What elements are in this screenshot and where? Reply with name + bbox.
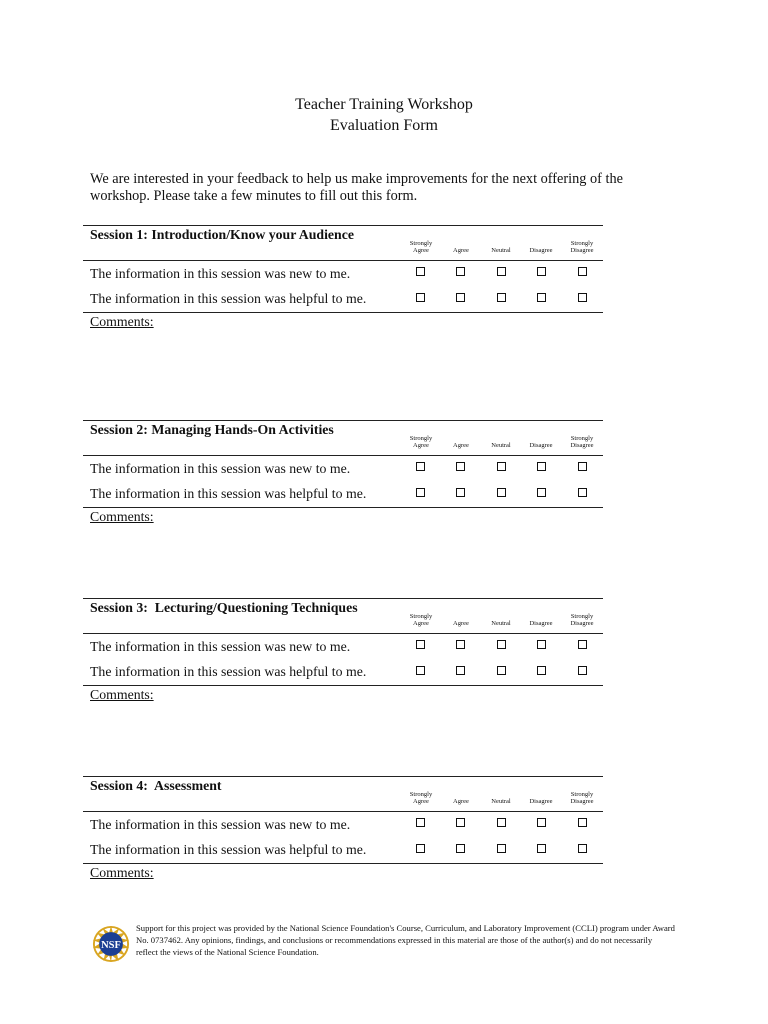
scale-agree: Agree bbox=[453, 620, 469, 627]
checkbox-helpful-disagree[interactable] bbox=[537, 488, 546, 497]
session-2 bbox=[83, 420, 603, 524]
checkbox-helpful-strongly-agree[interactable] bbox=[416, 666, 425, 675]
logo-text: NSF bbox=[101, 939, 121, 951]
checkbox-new-neutral[interactable] bbox=[497, 462, 506, 471]
checkbox-helpful-strongly-agree[interactable] bbox=[416, 293, 425, 302]
statement-helpful: The information in this session was helpful to me. bbox=[90, 291, 367, 306]
checkbox-new-agree[interactable] bbox=[456, 462, 465, 471]
funding-disclaimer: Support for this project was provided by the National Science Foundation's Course, Curriculum, and Laboratory Improvement (CCLI) program under Award No. 0737462. Any opinions, findings, and conclusions or recommendations expressed in this material are those of the author(s) and do not necessarily reflect the views of the National Science Foundation. bbox=[136, 923, 675, 957]
session-3 bbox=[83, 598, 603, 702]
scale-disagree: Disagree bbox=[529, 247, 553, 254]
session-title: Session 4: Assessment bbox=[90, 778, 222, 793]
scale-disagree: Disagree bbox=[529, 798, 553, 805]
session-title: Session 1: Introduction/Know your Audience bbox=[90, 227, 354, 242]
checkbox-helpful-agree[interactable] bbox=[456, 293, 465, 302]
checkbox-helpful-agree[interactable] bbox=[456, 666, 465, 675]
checkbox-new-disagree[interactable] bbox=[537, 267, 546, 276]
divider bbox=[83, 507, 603, 508]
checkbox-new-strongly-agree[interactable] bbox=[416, 462, 425, 471]
divider bbox=[83, 260, 603, 261]
checkbox-helpful-neutral[interactable] bbox=[497, 666, 506, 675]
divider bbox=[83, 420, 603, 421]
checkbox-new-disagree[interactable] bbox=[537, 462, 546, 471]
checkbox-helpful-agree[interactable] bbox=[456, 488, 465, 497]
statement-helpful: The information in this session was helpful to me. bbox=[90, 664, 367, 679]
checkbox-new-strongly-disagree[interactable] bbox=[578, 267, 587, 276]
statement-helpful: The information in this session was helpful to me. bbox=[90, 486, 367, 501]
checkbox-helpful-strongly-disagree[interactable] bbox=[578, 666, 587, 675]
checkbox-helpful-strongly-agree[interactable] bbox=[416, 488, 425, 497]
comments-label[interactable]: Comments: bbox=[90, 687, 154, 702]
checkbox-new-agree[interactable] bbox=[456, 818, 465, 827]
scale-disagree: Disagree bbox=[529, 620, 553, 627]
scale-disagree: Disagree bbox=[529, 442, 553, 449]
checkbox-helpful-strongly-agree[interactable] bbox=[416, 844, 425, 853]
checkbox-new-disagree[interactable] bbox=[537, 818, 546, 827]
checkbox-new-agree[interactable] bbox=[456, 267, 465, 276]
divider bbox=[83, 685, 603, 686]
divider bbox=[83, 312, 603, 313]
form-title bbox=[0, 94, 768, 136]
checkbox-helpful-disagree[interactable] bbox=[537, 844, 546, 853]
checkbox-helpful-disagree[interactable] bbox=[537, 666, 546, 675]
title-line-2: Evaluation Form bbox=[330, 117, 438, 134]
statement-new: The information in this session was new to me. bbox=[90, 461, 351, 476]
divider bbox=[83, 811, 603, 812]
scale-strongly-agree: Strongly Agree bbox=[409, 791, 433, 805]
scale-strongly-agree: Strongly Agree bbox=[409, 435, 433, 449]
scale-neutral: Neutral bbox=[491, 247, 511, 254]
checkbox-new-strongly-agree[interactable] bbox=[416, 640, 425, 649]
scale-strongly-disagree: Strongly Disagree bbox=[570, 791, 594, 805]
checkbox-helpful-neutral[interactable] bbox=[497, 844, 506, 853]
scale-strongly-agree: Strongly Agree bbox=[409, 240, 433, 254]
checkbox-new-neutral[interactable] bbox=[497, 267, 506, 276]
checkbox-helpful-strongly-disagree[interactable] bbox=[578, 844, 587, 853]
scale-strongly-disagree: Strongly Disagree bbox=[570, 435, 594, 449]
session-4 bbox=[83, 776, 603, 880]
checkbox-helpful-agree[interactable] bbox=[456, 844, 465, 853]
checkbox-helpful-strongly-disagree[interactable] bbox=[578, 293, 587, 302]
divider bbox=[83, 633, 603, 634]
checkbox-new-agree[interactable] bbox=[456, 640, 465, 649]
divider bbox=[83, 863, 603, 864]
divider bbox=[83, 225, 603, 226]
divider bbox=[83, 455, 603, 456]
scale-agree: Agree bbox=[453, 247, 469, 254]
checkbox-new-neutral[interactable] bbox=[497, 640, 506, 649]
checkbox-new-neutral[interactable] bbox=[497, 818, 506, 827]
scale-strongly-disagree: Strongly Disagree bbox=[570, 240, 594, 254]
checkbox-helpful-disagree[interactable] bbox=[537, 293, 546, 302]
checkbox-helpful-neutral[interactable] bbox=[497, 488, 506, 497]
comments-label[interactable]: Comments: bbox=[90, 314, 154, 329]
session-1 bbox=[83, 225, 603, 329]
checkbox-new-strongly-agree[interactable] bbox=[416, 267, 425, 276]
intro-paragraph: We are interested in your feedback to help us make improvements for the next offering of the workshop. Please take a few minutes to fill out this form. bbox=[90, 171, 623, 204]
statement-new: The information in this session was new to me. bbox=[90, 817, 351, 832]
comments-label[interactable]: Comments: bbox=[90, 865, 154, 880]
session-title: Session 2: Managing Hands-On Activities bbox=[90, 422, 334, 437]
checkbox-new-strongly-disagree[interactable] bbox=[578, 462, 587, 471]
scale-neutral: Neutral bbox=[491, 798, 511, 805]
checkbox-new-strongly-disagree[interactable] bbox=[578, 640, 587, 649]
checkbox-new-disagree[interactable] bbox=[537, 640, 546, 649]
nsf-logo-icon bbox=[92, 925, 130, 963]
scale-neutral: Neutral bbox=[491, 442, 511, 449]
statement-helpful: The information in this session was helpful to me. bbox=[90, 842, 367, 857]
scale-strongly-agree: Strongly Agree bbox=[409, 613, 433, 627]
checkbox-new-strongly-disagree[interactable] bbox=[578, 818, 587, 827]
scale-neutral: Neutral bbox=[491, 620, 511, 627]
comments-label[interactable]: Comments: bbox=[90, 509, 154, 524]
divider bbox=[83, 598, 603, 599]
session-title: Session 3: Lecturing/Questioning Techniques bbox=[90, 600, 358, 615]
checkbox-helpful-neutral[interactable] bbox=[497, 293, 506, 302]
scale-agree: Agree bbox=[453, 442, 469, 449]
checkbox-helpful-strongly-disagree[interactable] bbox=[578, 488, 587, 497]
statement-new: The information in this session was new to me. bbox=[90, 639, 351, 654]
scale-strongly-disagree: Strongly Disagree bbox=[570, 613, 594, 627]
scale-agree: Agree bbox=[453, 798, 469, 805]
divider bbox=[83, 776, 603, 777]
statement-new: The information in this session was new to me. bbox=[90, 266, 351, 281]
title-line-1: Teacher Training Workshop bbox=[295, 96, 473, 113]
checkbox-new-strongly-agree[interactable] bbox=[416, 818, 425, 827]
